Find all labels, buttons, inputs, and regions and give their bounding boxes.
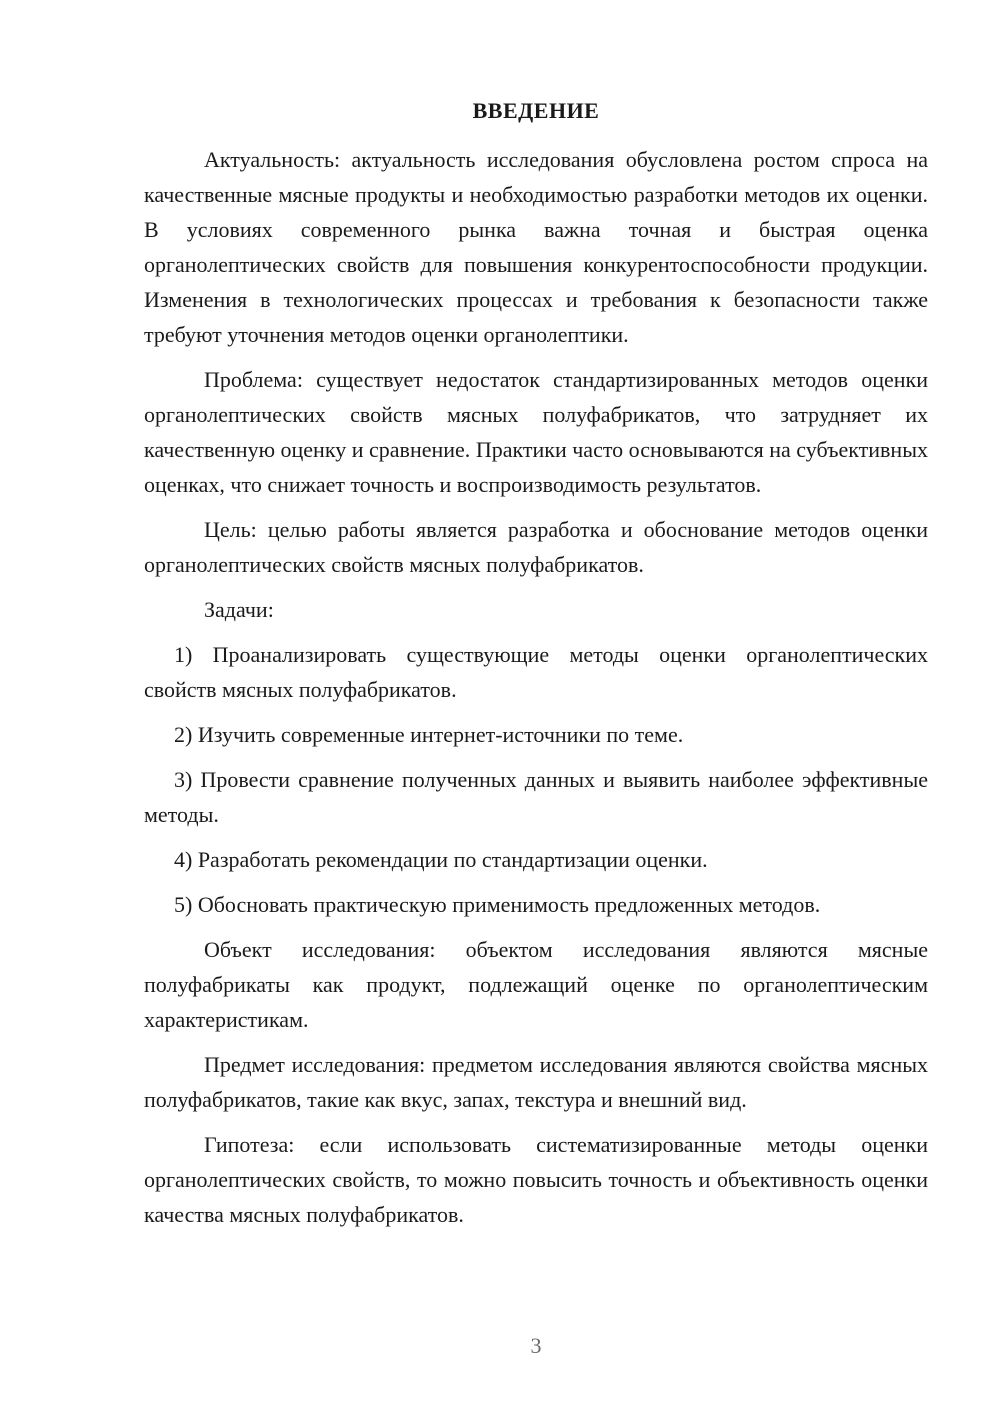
paragraph-relevance: Актуальность: актуальность исследования обусловлена ростом спроса на качественные мясные продукты и необходимостью разработки методов их оценки. В условиях современного рынка важна точная и быстрая оценка органолептических свойств для повышения конкурентоспособности продукции. Изменения в технологических процессах и требования к безопасности также требуют уточнения методов оценки органолептики. [144,147,928,347]
paragraph-hypothesis: Гипотеза: если использовать систематизированные методы оценки органолептических свойств, то можно повысить точность и объективность оценки качества мясных полуфабрикатов. [144,1132,928,1227]
paragraph-object: Объект исследования: объектом исследования являются мясные полуфабрикаты как продукт, подлежащий оценке по органолептическим характеристикам. [144,937,928,1032]
paragraph-goal: Цель: целью работы является разработка и обоснование методов оценки органолептических свойств мясных полуфабрикатов. [144,517,928,577]
paragraph-problem: Проблема: существует недостаток стандартизированных методов оценки органолептических свойств мясных полуфабрикатов, что затрудняет их качественную оценку и сравнение. Практики часто основываются на субъективных оценках, что снижает точность и воспроизводимость результатов. [144,367,928,497]
paragraph-subject: Предмет исследования: предметом исследования являются свойства мясных полуфабрикатов, такие как вкус, запах, текстура и внешний вид. [144,1052,928,1112]
task-item-4: 4) Разработать рекомендации по стандартизации оценки. [174,847,708,872]
task-item-1: 1) Проанализировать существующие методы оценки органолептических свойств мясных полуфабрикатов. [144,642,928,702]
page-number: 3 [530,1333,542,1358]
document-body [144,142,928,1242]
task-item-3: 3) Провести сравнение полученных данных и выявить наиболее эффективные методы. [144,767,928,827]
tasks-heading: Задачи: [204,597,274,622]
task-item-2: 2) Изучить современные интернет-источники по теме. [174,722,684,747]
task-item-5: 5) Обосновать практическую применимость предложенных методов. [174,892,821,917]
page-title: ВВЕДЕНИЕ [472,98,600,123]
